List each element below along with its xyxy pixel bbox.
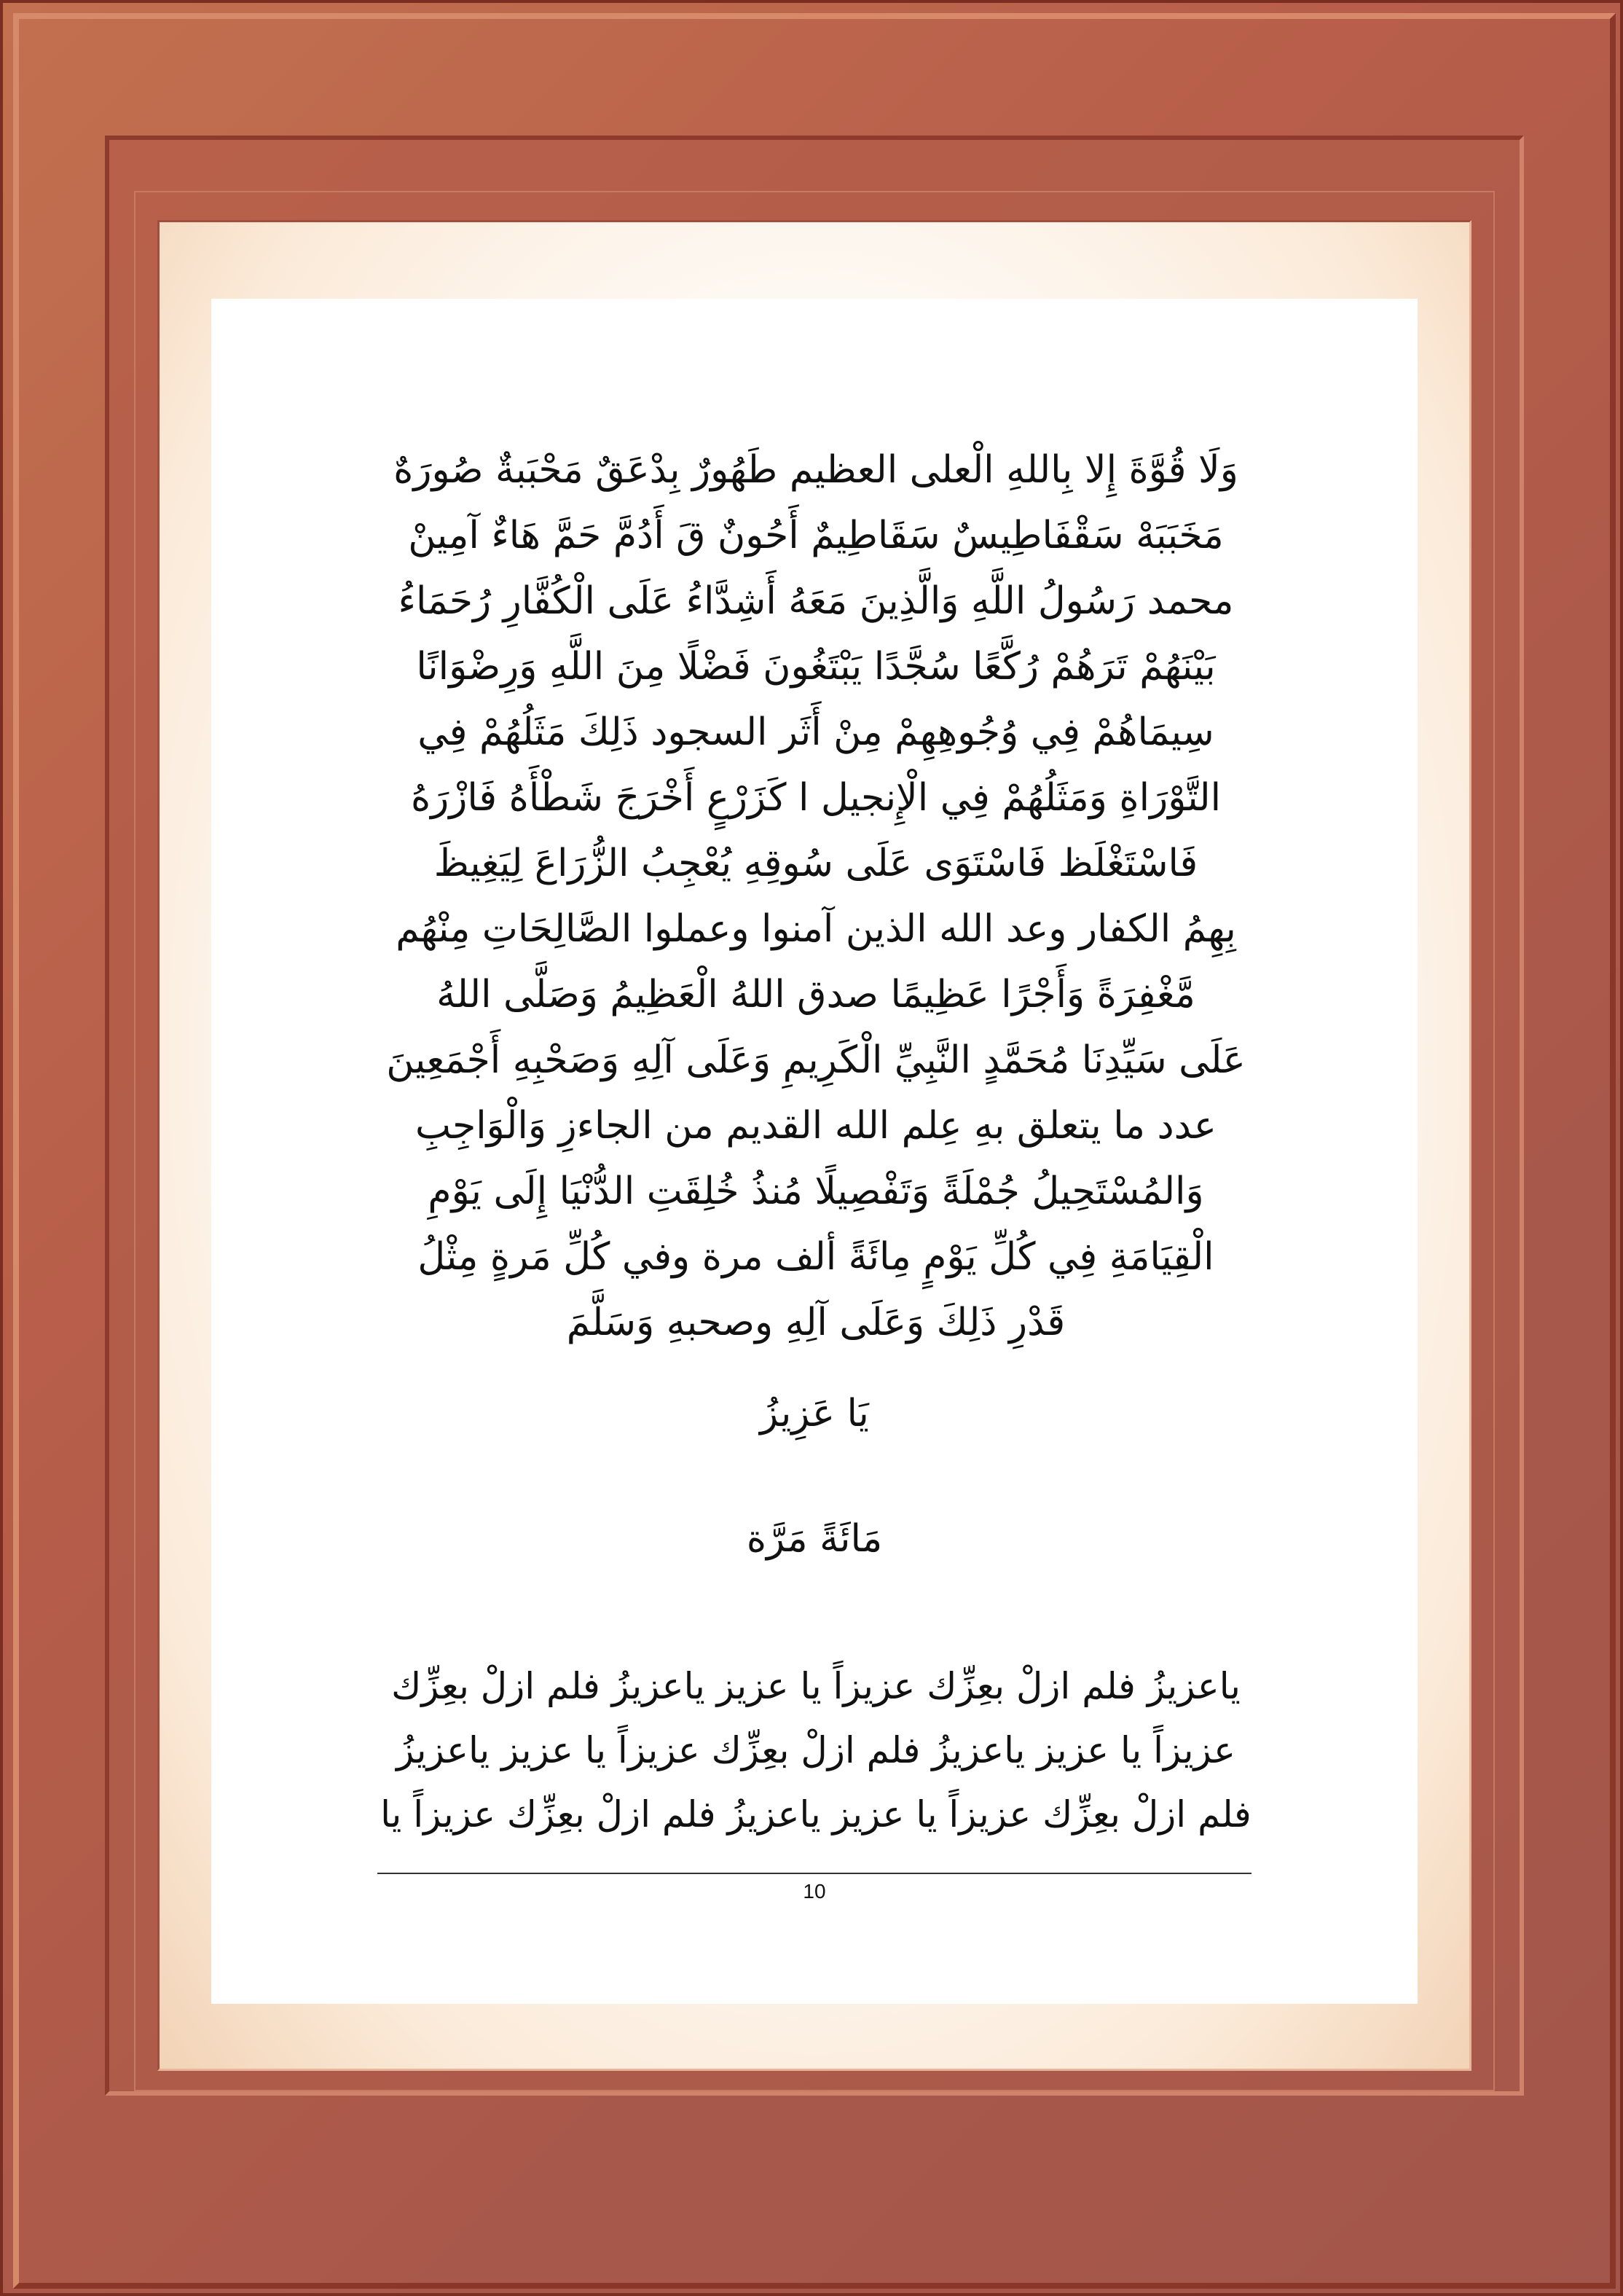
prayer-line: وَالمُسْتَحِيلُ جُمْلَةً وَتَفْصِيلًا مُنذُ خُلِقَتِ الدُّنْيَا إِلَى يَوْمِ bbox=[428, 1169, 1204, 1213]
prayer-line: مَخَبَبَهْ سَقْفَاطِيسٌ سَقَاطِيمٌ أَحُونٌ قَ أَدُمَّ حَمَّ هَاءٌ آمِينْ bbox=[408, 514, 1224, 557]
prayer-line: التَّوْرَاةِ وَمَثَلُهُمْ فِي الْإِنجيل ا كَزَرْعٍ أَخْرَجَ شَطْأَهُ فَازْرَهُ bbox=[410, 776, 1222, 820]
heading-ya-aziz: يَا عَزِيزُ bbox=[760, 1392, 869, 1435]
prayer-text-block bbox=[372, 437, 1260, 1355]
prayer-line: عدد ما يتعلق بهِ عِلم الله القديم من الجاءزِ وَالْوَاجِبِ bbox=[415, 1104, 1217, 1148]
prayer-line: عَلَى سَيِّدِنَا مُحَمَّدٍ النَّبِيِّ الْكَرِيمِ وَعَلَى آلِهِ وَصَحْبِهِ أَجْمَعِينَ bbox=[386, 1038, 1246, 1082]
prayer-line: فَاسْتَغْلَظ فَاسْتَوَى عَلَى سُوقِهِ يُعْجِبُ الزُّرَاعَ لِيَغِيظَ bbox=[433, 842, 1198, 885]
closing-line: ياعزيزُ فلم ازلْ بعِزِّك عزيزاً يا عزيز ياعزيزُ فلم ازلْ بعِزِّك bbox=[391, 1665, 1241, 1707]
closing-text-block bbox=[372, 1654, 1260, 1846]
page-number: 10 bbox=[803, 1880, 826, 1903]
prayer-line: وَلَا قُوَّةَ إِلا بِاللهِ الْعلى العظيم طَهُورٌ بِدْعَقٌ مَحْبَبةٌ صُورَهٌ bbox=[393, 448, 1238, 492]
prayer-line: بِهِمُ الكفار وعد الله الذين آمنوا وعملوا الصَّالِحَاتِ مِنْهُم bbox=[396, 907, 1236, 951]
prayer-line: بَيْنَهُمْ تَرَهُمْ رُكَّعًا سُجَّدًا يَبْتَغُونَ فَضْلًا مِنَ اللَّهِ وَرِضْوَانًا bbox=[416, 645, 1216, 689]
prayer-line: قَدْرِ ذَلِكَ وَعَلَى آلِهِ وصحبهِ وَسَلَّمَ bbox=[566, 1301, 1066, 1344]
document-page bbox=[211, 299, 1418, 2004]
closing-line: فلم ازلْ بعِزِّك عزيزاً يا عزيز ياعزيزُ فلم ازلْ بعِزِّك عزيزاً يا bbox=[380, 1793, 1251, 1835]
closing-line: عزيزاً يا عزيز ياعزيزُ فلم ازلْ بعِزِّك عزيزاً يا عزيز ياعزيزُ bbox=[396, 1729, 1235, 1771]
prayer-line: محمد رَسُولُ اللَّهِ وَالَّذِينَ مَعَهُ أَشِدَّاءُ عَلَى الْكُفَّارِ رُحَمَاءُ bbox=[398, 579, 1234, 623]
prayer-line: مَّغْفِرَةً وَأَجْرًا عَظِيمًا صدق اللهُ الْعَظِيمُ وَصَلَّى اللهُ bbox=[436, 973, 1195, 1016]
prayer-line: سِيمَاهُمْ فِي وُجُوهِهِمْ مِنْ أَثَر السجود ذَلِكَ مَثَلُهُمْ فِي bbox=[417, 710, 1214, 754]
footer-divider bbox=[377, 1873, 1251, 1874]
heading-repeat-count: مَائَةً مَرَّة bbox=[746, 1517, 883, 1561]
prayer-line: الْقِيَامَةِ فِي كُلِّ يَوْمٍ مِائَةً ألف مرة وفي كُلِّ مَرةٍ مِثْلُ bbox=[417, 1235, 1214, 1279]
